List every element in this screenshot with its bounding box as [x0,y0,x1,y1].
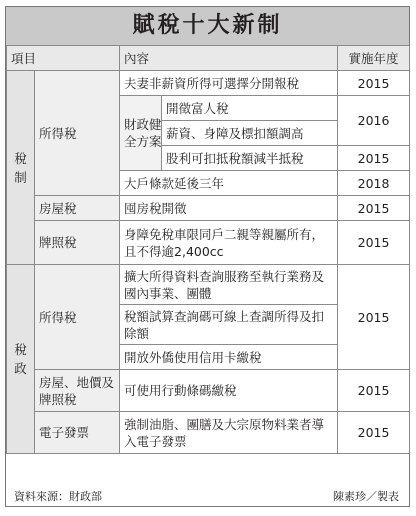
table-row [7,265,410,305]
row-content: 囤房稅開徵 [120,196,338,221]
row-year: 2015 [338,146,410,171]
table-frame [5,6,410,507]
source-note: 資料來源：財政部 [14,490,102,503]
row-content: 大戶條款延後三年 [120,171,338,196]
row-content: 可使用行動條碼繳稅 [120,370,338,412]
table-row [7,370,410,412]
row-content: 稅額試算查詢碼可線上查調所得及扣除額 [120,305,338,345]
fiscal-plan-text: 財政健全方案 [124,117,162,149]
category-house-land-license: 房屋、地價及牌照稅 [35,370,120,412]
tax-reform-table [6,45,410,454]
row-content: 薪資、身障及標扣額調高 [162,121,338,146]
row-year: 2015 [338,265,410,370]
header-year: 實施年度 [338,46,410,71]
header-content: 內容 [120,46,338,71]
row-content: 強制油脂、團膳及大宗原物料業者導入電子發票 [120,412,338,454]
row-content: 開放外僑使用信用卡繳稅 [120,345,338,370]
section-label: 稅政 [14,342,27,376]
table-row [7,412,410,454]
category-license-tax: 牌照稅 [35,221,120,265]
header-item: 項目 [7,46,120,71]
table-row [7,71,410,96]
section-label: 稅制 [14,150,27,185]
row-content: 開徵富人稅 [162,96,338,121]
row-year: 2016 [338,96,410,146]
category-income-tax: 所得稅 [35,71,120,196]
section-tax-admin [7,265,35,454]
header-row [7,46,410,71]
table-row [7,196,410,221]
row-year: 2015 [338,221,410,265]
category-income-tax: 所得稅 [35,265,120,370]
row-year: 2015 [338,412,410,454]
author-note: 陳素珍／製表 [333,490,399,503]
table-row [7,221,410,265]
category-house-tax: 房屋稅 [35,196,120,221]
row-content: 股利可扣抵稅額減半抵稅 [162,146,338,171]
table-title: 賦稅十大新制 [6,7,409,45]
row-content: 擴大所得資料查詢服務至執行業務及國內事業、團體 [120,265,338,305]
category-e-invoice: 電子發票 [35,412,120,454]
row-content: 身障免稅車限同戶二親等親屬所有，且不得逾2,400cc [120,221,338,265]
section-tax-system [7,71,35,265]
row-year: 2015 [338,196,410,221]
row-content: 夫妻非薪資所得可選擇分開報稅 [120,71,338,96]
row-year: 2018 [338,171,410,196]
fiscal-plan-label [120,96,162,171]
row-year: 2015 [338,370,410,412]
row-year: 2015 [338,71,410,96]
